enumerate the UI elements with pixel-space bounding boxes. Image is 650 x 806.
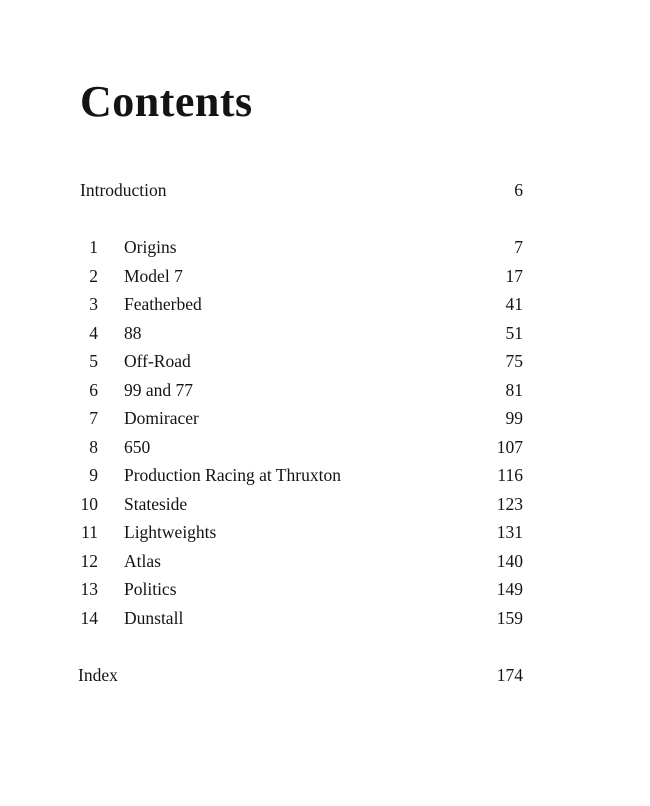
toc-chapter-number: 4 <box>89 323 98 343</box>
toc-chapter-row <box>0 235 650 259</box>
toc-chapter-title: 650 <box>124 437 151 457</box>
toc-chapter-number: 8 <box>89 437 98 457</box>
toc-chapter-number: 11 <box>81 522 98 542</box>
toc-chapter-title: Dunstall <box>124 608 184 628</box>
toc-chapter-page: 7 <box>514 237 523 257</box>
toc-chapter-title: 88 <box>124 323 142 343</box>
toc-chapter-row <box>0 406 650 430</box>
toc-chapter-row <box>0 321 650 345</box>
toc-chapter-number: 7 <box>89 408 98 428</box>
toc-chapter-number: 2 <box>89 266 98 286</box>
toc-chapter-title: Atlas <box>124 551 161 571</box>
toc-chapter-page: 116 <box>497 465 523 485</box>
toc-chapter-page: 123 <box>496 494 523 514</box>
toc-chapter-row <box>0 292 650 316</box>
toc-chapter-title: Production Racing at Thruxton <box>124 465 341 485</box>
toc-chapter-page: 131 <box>496 522 523 542</box>
toc-entry-label: Index <box>78 665 118 685</box>
toc-chapter-page: 159 <box>496 608 523 628</box>
toc-entry-page: 174 <box>496 665 523 685</box>
toc-chapter-title: Domiracer <box>124 408 199 428</box>
toc-entry-page: 6 <box>514 180 523 200</box>
toc-chapter-number: 1 <box>89 237 98 257</box>
toc-entry-index <box>0 663 650 687</box>
page-title: Contents <box>80 77 253 126</box>
toc-chapter-row <box>0 520 650 544</box>
toc-chapter-page: 75 <box>505 351 523 371</box>
toc-chapter-page: 99 <box>505 408 523 428</box>
toc-chapter-title: Origins <box>124 237 177 257</box>
toc-chapter-row <box>0 606 650 630</box>
toc-chapter-title: Stateside <box>124 494 188 514</box>
toc-chapter-number: 12 <box>80 551 98 571</box>
toc-chapter-row <box>0 349 650 373</box>
toc-chapter-page: 81 <box>505 380 523 400</box>
toc-chapter-title: Off-Road <box>124 351 191 371</box>
toc-chapter-title: 99 and 77 <box>124 380 194 400</box>
toc-chapter-row <box>0 577 650 601</box>
toc-chapter-number: 5 <box>89 351 98 371</box>
toc-chapter-title: Politics <box>124 579 177 599</box>
toc-chapter-number: 10 <box>80 494 98 514</box>
toc-chapter-row <box>0 463 650 487</box>
toc-chapter-page: 140 <box>496 551 523 571</box>
toc-chapter-row <box>0 378 650 402</box>
toc-chapter-row <box>0 264 650 288</box>
toc-chapter-page: 149 <box>496 579 523 599</box>
toc-chapter-number: 3 <box>89 294 98 314</box>
toc-chapter-title: Featherbed <box>124 294 202 314</box>
toc-chapter-row <box>0 549 650 573</box>
toc-chapter-number: 13 <box>80 579 98 599</box>
toc-chapter-number: 9 <box>89 465 98 485</box>
toc-chapter-page: 41 <box>505 294 523 314</box>
toc-entry-introduction <box>0 178 650 202</box>
toc-chapter-title: Model 7 <box>124 266 183 286</box>
toc-chapter-title: Lightweights <box>124 522 217 542</box>
toc-chapter-page: 51 <box>505 323 523 343</box>
toc-chapter-page: 17 <box>505 266 523 286</box>
toc-chapter-row <box>0 492 650 516</box>
toc-chapter-number: 6 <box>89 380 98 400</box>
toc-chapter-number: 14 <box>80 608 98 628</box>
toc-entry-label: Introduction <box>80 180 167 200</box>
toc-chapter-page: 107 <box>496 437 523 457</box>
toc-chapter-row <box>0 435 650 459</box>
